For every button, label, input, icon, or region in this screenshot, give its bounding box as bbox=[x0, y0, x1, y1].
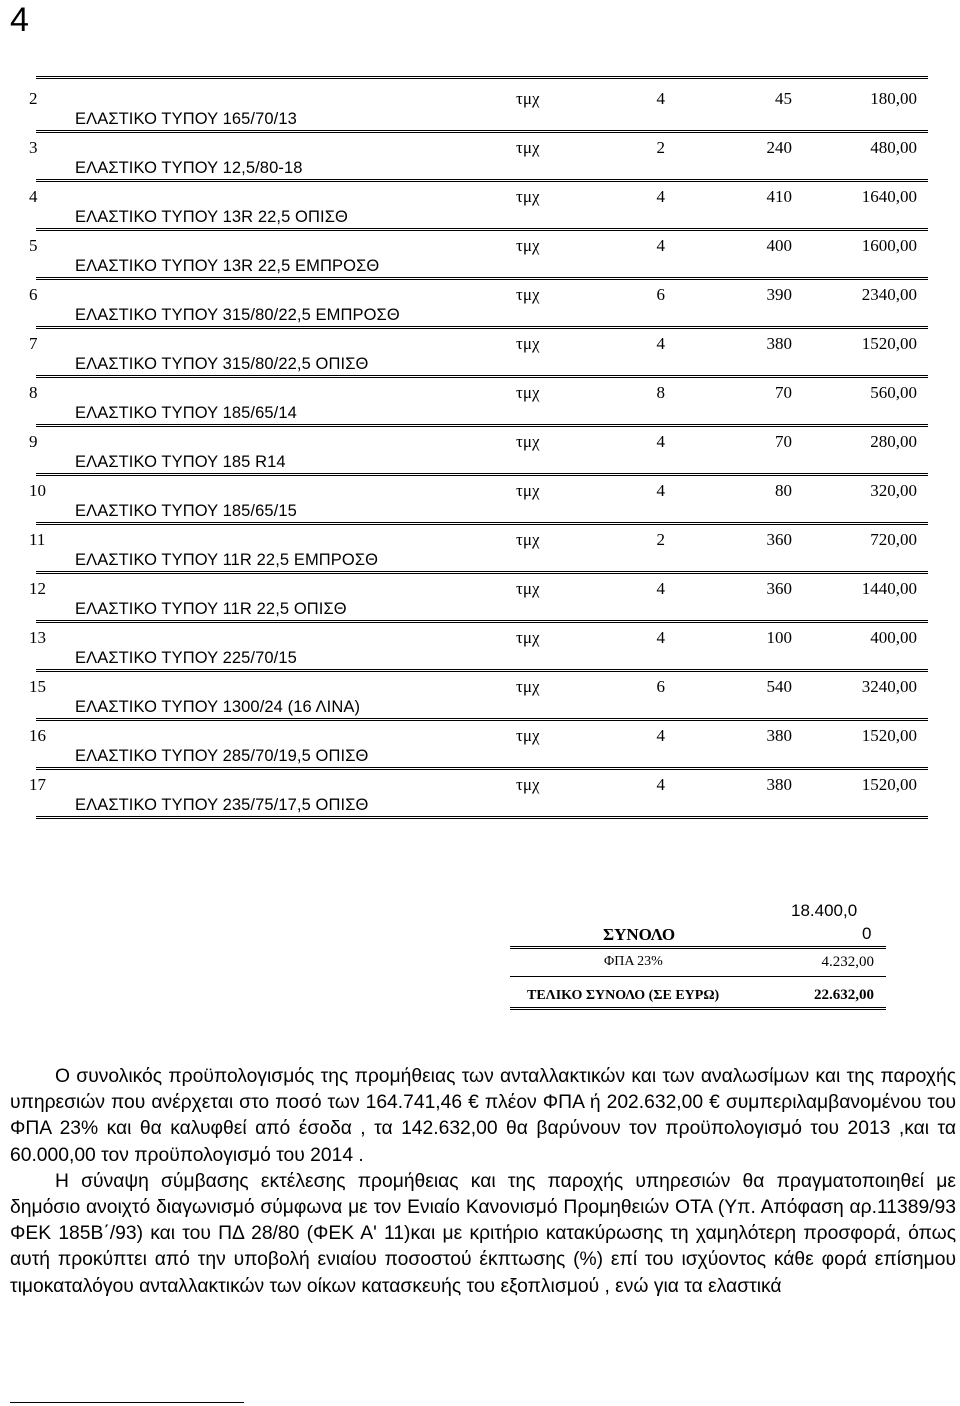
table-row bbox=[0, 182, 960, 231]
item-number: 12 bbox=[29, 579, 46, 598]
item-unit: τμχ bbox=[516, 89, 540, 108]
item-unit: τμχ bbox=[516, 481, 540, 500]
item-total: 3240,00 bbox=[861, 677, 917, 696]
item-total: 560,00 bbox=[870, 383, 917, 402]
paragraph-budget: Ο συνολικός προϋπολογισμός της προμήθειας των ανταλλακτικών και των αναλωσίμων και της παροχής υπηρεσιών που ανέρχεται στο ποσό των 164.741,46 € πλέον ΦΠΑ ή 202.632,00 € συμπεριλαμβανομένου του ΦΠΑ 23% και θα καλυφθεί από έσοδα , τα 142.632,00 θα βαρύνουν τον προϋπολογισμό του 2013 ,και τα 60.000,00 τον προϋπολογισμό του 2014 . bbox=[10, 1066, 956, 1166]
summary-amount: 18.400,0 bbox=[791, 901, 858, 920]
item-number: 5 bbox=[29, 236, 38, 255]
item-description: ΕΛΑΣΤΙΚΟ ΤΥΠΟΥ 11R 22,5 ΕΜΠΡΟΣΘ bbox=[75, 551, 379, 569]
item-description: ΕΛΑΣΤΙΚΟ ΤΥΠΟΥ 13R 22,5 ΕΜΠΡΟΣΘ bbox=[75, 257, 380, 275]
item-unit-price: 240 bbox=[766, 138, 792, 157]
item-quantity: 2 bbox=[656, 138, 665, 157]
item-quantity: 4 bbox=[656, 628, 665, 647]
table-row bbox=[0, 525, 960, 574]
item-total: 1440,00 bbox=[861, 579, 917, 598]
item-unit: τμχ bbox=[516, 334, 540, 353]
paragraph-procurement: Η σύναψη σύμβασης εκτέλεσης προμήθειας και της παροχής υπηρεσιών θα πραγματοποιηθεί με δημόσιο ανοιχτό διαγωνισμό σύμφωνα με τον Ενιαίο Κανονισμό Προμηθειών ΟΤΑ (Υπ. Απόφαση αρ.11389/93 ΦΕΚ 185Β΄/93) και του ΠΔ 28/80 (ΦΕΚ Α' 11)και με κριτήριο κατακύρωσης τη χαμηλότερη προσφορά, όπως αυτή προκύπτει από την υποβολή ενιαίου ποσοστού έκπτωσης (%) επί του ισχύοντος κάθε φορά επίσημου τιμοκαταλόγου ανταλλακτικών των οίκων κατασκευής του εξοπλισμού , ενώ για τα ελαστικά bbox=[10, 1170, 956, 1297]
item-unit: τμχ bbox=[516, 775, 540, 794]
item-description: ΕΛΑΣΤΙΚΟ ΤΥΠΟΥ 315/80/22,5 ΕΜΠΡΟΣΘ bbox=[75, 306, 400, 324]
item-description: ΕΛΑΣΤΙΚΟ ΤΥΠΟΥ 165/70/13 bbox=[75, 110, 297, 128]
table-row bbox=[0, 672, 960, 721]
vat-amount: 4.232,00 bbox=[821, 954, 874, 970]
item-quantity: 4 bbox=[656, 579, 665, 598]
item-number: 6 bbox=[29, 285, 38, 304]
item-unit-price: 70 bbox=[775, 432, 792, 451]
item-unit-price: 100 bbox=[766, 628, 792, 647]
summary-rule bbox=[510, 946, 886, 949]
item-unit-price: 410 bbox=[766, 187, 792, 206]
item-description: ΕΛΑΣΤΙΚΟ ΤΥΠΟΥ 13R 22,5 ΟΠΙΣΘ bbox=[75, 208, 348, 226]
item-unit-price: 540 bbox=[766, 677, 792, 696]
item-quantity: 4 bbox=[656, 775, 665, 794]
item-number: 16 bbox=[29, 726, 46, 745]
item-number: 10 bbox=[29, 481, 46, 500]
item-total: 180,00 bbox=[870, 89, 917, 108]
item-quantity: 4 bbox=[656, 481, 665, 500]
summary-amount-tail: 0 bbox=[862, 924, 872, 943]
item-total: 280,00 bbox=[870, 432, 917, 451]
item-total: 1600,00 bbox=[861, 236, 917, 255]
item-description: ΕΛΑΣΤΙΚΟ ΤΥΠΟΥ 235/75/17,5 ΟΠΙΣΘ bbox=[75, 796, 369, 814]
table-row bbox=[0, 280, 960, 329]
item-total: 480,00 bbox=[870, 138, 917, 157]
table-row bbox=[0, 721, 960, 770]
table-row bbox=[0, 231, 960, 280]
item-quantity: 2 bbox=[656, 530, 665, 549]
item-description: ΕΛΑΣΤΙΚΟ ΤΥΠΟΥ 185/65/14 bbox=[75, 404, 297, 422]
item-number: 15 bbox=[29, 677, 46, 696]
summary-rule bbox=[510, 976, 886, 977]
item-description: ΕΛΑΣΤΙΚΟ ΤΥΠΟΥ 225/70/15 bbox=[75, 649, 297, 667]
table-row bbox=[0, 476, 960, 525]
item-unit: τμχ bbox=[516, 187, 540, 206]
item-quantity: 4 bbox=[656, 334, 665, 353]
item-total: 1520,00 bbox=[861, 334, 917, 353]
item-number: 3 bbox=[29, 138, 38, 157]
item-total: 720,00 bbox=[870, 530, 917, 549]
item-total: 320,00 bbox=[870, 481, 917, 500]
footnote-rule bbox=[10, 1402, 244, 1403]
item-number: 2 bbox=[29, 89, 38, 108]
item-unit: τμχ bbox=[516, 530, 540, 549]
item-unit-price: 360 bbox=[766, 579, 792, 598]
table-row bbox=[0, 770, 960, 819]
item-description: ΕΛΑΣΤΙΚΟ ΤΥΠΟΥ 285/70/19,5 ΟΠΙΣΘ bbox=[75, 747, 369, 765]
item-unit: τμχ bbox=[516, 579, 540, 598]
item-unit-price: 360 bbox=[766, 530, 792, 549]
grand-total-amount: 22.632,00 bbox=[814, 987, 874, 1003]
table-row bbox=[0, 329, 960, 378]
item-total: 400,00 bbox=[870, 628, 917, 647]
item-quantity: 4 bbox=[656, 432, 665, 451]
item-number: 11 bbox=[29, 530, 46, 549]
item-unit: τμχ bbox=[516, 432, 540, 451]
item-quantity: 4 bbox=[656, 236, 665, 255]
table-row bbox=[0, 427, 960, 476]
item-total: 2340,00 bbox=[861, 285, 917, 304]
table-row bbox=[0, 623, 960, 672]
item-description: ΕΛΑΣΤΙΚΟ ΤΥΠΟΥ 185/65/15 bbox=[75, 502, 297, 520]
item-unit: τμχ bbox=[516, 285, 540, 304]
item-quantity: 4 bbox=[656, 89, 665, 108]
item-number: 4 bbox=[29, 187, 38, 206]
item-total: 1640,00 bbox=[861, 187, 917, 206]
item-quantity: 4 bbox=[656, 726, 665, 745]
table-row bbox=[0, 84, 960, 133]
item-unit: τμχ bbox=[516, 138, 540, 157]
items-table bbox=[0, 84, 960, 819]
item-quantity: 6 bbox=[656, 677, 665, 696]
item-unit-price: 380 bbox=[766, 726, 792, 745]
item-number: 8 bbox=[29, 383, 38, 402]
item-quantity: 4 bbox=[656, 187, 665, 206]
item-number: 13 bbox=[29, 628, 46, 647]
item-number: 7 bbox=[29, 334, 38, 353]
table-row bbox=[0, 378, 960, 427]
item-total: 1520,00 bbox=[861, 775, 917, 794]
item-unit: τμχ bbox=[516, 628, 540, 647]
item-unit-price: 380 bbox=[766, 334, 792, 353]
item-unit: τμχ bbox=[516, 383, 540, 402]
summary-rule bbox=[510, 1007, 886, 1010]
item-unit-price: 80 bbox=[775, 481, 792, 500]
table-row bbox=[0, 574, 960, 623]
item-number: 9 bbox=[29, 432, 38, 451]
item-quantity: 8 bbox=[656, 383, 665, 402]
item-description: ΕΛΑΣΤΙΚΟ ΤΥΠΟΥ 1300/24 (16 ΛΙΝΑ) bbox=[75, 698, 361, 716]
table-top-rule bbox=[36, 76, 928, 79]
body-text bbox=[10, 1064, 956, 1300]
item-description: ΕΛΑΣΤΙΚΟ ΤΥΠΟΥ 11R 22,5 ΟΠΙΣΘ bbox=[75, 600, 347, 618]
item-unit: τμχ bbox=[516, 726, 540, 745]
item-unit: τμχ bbox=[516, 677, 540, 696]
vat-label: ΦΠΑ 23% bbox=[604, 954, 663, 969]
item-quantity: 6 bbox=[656, 285, 665, 304]
item-unit-price: 390 bbox=[766, 285, 792, 304]
item-description: ΕΛΑΣΤΙΚΟ ΤΥΠΟΥ 12,5/80-18 bbox=[75, 159, 303, 177]
item-description: ΕΛΑΣΤΙΚΟ ΤΥΠΟΥ 315/80/22,5 ΟΠΙΣΘ bbox=[75, 355, 369, 373]
item-unit-price: 45 bbox=[775, 89, 792, 108]
item-unit-price: 70 bbox=[775, 383, 792, 402]
page-number: 4 bbox=[10, 1, 29, 39]
item-unit-price: 400 bbox=[766, 236, 792, 255]
grand-total-label: ΤΕΛΙΚΟ ΣΥΝΟΛΟ (ΣΕ ΕΥΡΩ) bbox=[527, 988, 720, 1003]
row-rule bbox=[36, 816, 928, 819]
table-row bbox=[0, 133, 960, 182]
summary-label: ΣΥΝΟΛΟ bbox=[603, 925, 676, 944]
item-number: 17 bbox=[29, 775, 46, 794]
item-unit: τμχ bbox=[516, 236, 540, 255]
item-total: 1520,00 bbox=[861, 726, 917, 745]
item-description: ΕΛΑΣΤΙΚΟ ΤΥΠΟΥ 185 R14 bbox=[75, 453, 286, 471]
item-unit-price: 380 bbox=[766, 775, 792, 794]
